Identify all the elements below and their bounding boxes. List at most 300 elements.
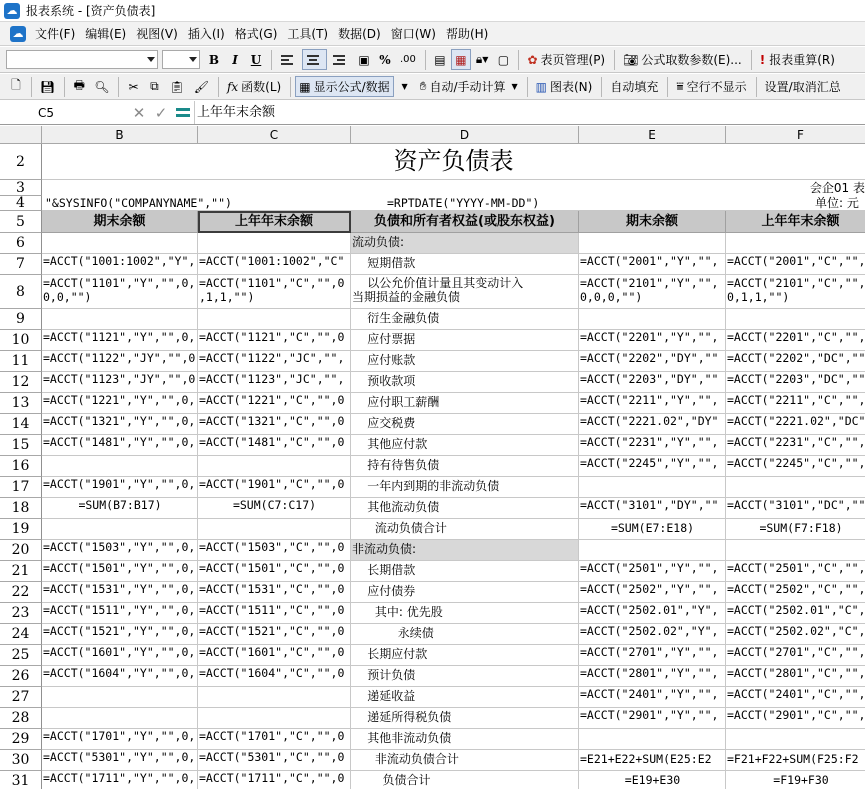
equals-icon[interactable] <box>175 107 191 119</box>
formula-cell[interactable]: =ACCT("1101","Y","",0, 0,0,"") <box>42 275 198 309</box>
formula-cell[interactable]: =E21+E22+SUM(E25:E2 <box>579 750 726 771</box>
column-title-cell[interactable]: 期末余额 <box>579 211 726 233</box>
table-row <box>0 729 865 750</box>
formula-cell[interactable]: =ACCT("2245","Y","", <box>579 456 726 477</box>
formula-cell[interactable]: =ACCT("2401","C","", <box>726 687 865 708</box>
formula-cell[interactable]: =ACCT("1701","C","",0 <box>198 729 351 750</box>
percent-button[interactable]: % <box>379 52 391 67</box>
new-file-icon: 🗋 <box>11 78 21 92</box>
formula-cell[interactable]: =ACCT("1604","C","",0 <box>198 666 351 687</box>
formula-cell[interactable]: =ACCT("2203","DY","" <box>579 372 726 393</box>
formula-cell[interactable]: =ACCT("3101","DY","" <box>579 498 726 519</box>
frame-button[interactable] <box>493 49 513 70</box>
app-cloud-icon: ☁ <box>4 3 20 19</box>
font-name-select[interactable] <box>6 50 158 69</box>
item-label-cell[interactable]: 短期借款 <box>351 254 579 275</box>
formula-cell[interactable] <box>726 729 865 750</box>
row-header[interactable]: 16 <box>0 456 42 477</box>
menu-item[interactable]: 格式(G) <box>234 26 278 41</box>
formula-cell[interactable] <box>42 519 198 540</box>
scissors-icon: ✂ <box>128 79 139 94</box>
auto-calc-button[interactable]: ✋︎ 自动/手动计算 ▼ <box>419 79 518 94</box>
chart-button[interactable]: ▥ 图表(N) <box>535 79 593 94</box>
column-header[interactable]: D <box>351 126 579 144</box>
font-size-select[interactable] <box>162 50 200 69</box>
paste-button[interactable] <box>165 76 188 97</box>
formula-cell[interactable] <box>726 309 865 330</box>
row-header[interactable]: 2 <box>0 144 42 180</box>
formula-cell[interactable]: =ACCT("2701","Y","", <box>579 645 726 666</box>
align-center-icon <box>306 53 320 67</box>
toolbar-separator <box>751 50 752 70</box>
formula-cell[interactable]: =ACCT("2801","C","", <box>726 666 865 687</box>
formula-cell[interactable]: =ACCT("1503","C","",0 <box>198 540 351 561</box>
formula-cell[interactable]: =ACCT("1711","Y","",0, <box>42 771 198 789</box>
formula-cell[interactable]: =ACCT("1321","C","",0 <box>198 414 351 435</box>
formula-cell[interactable]: =ACCT("1521","Y","",0, <box>42 624 198 645</box>
table-row <box>0 519 865 540</box>
item-label-cell[interactable]: 长期借款 <box>351 561 579 582</box>
formula-cell[interactable]: =ACCT("1511","Y","",0, <box>42 603 198 624</box>
table-row <box>0 750 865 771</box>
section-label-cell[interactable]: 非流动负债: <box>351 540 579 561</box>
formula-cell[interactable]: =ACCT("2501","Y","", <box>579 561 726 582</box>
show-formula-toggle[interactable]: ▦ 显示公式/数据 <box>295 76 393 97</box>
row-header[interactable]: 3 <box>0 180 42 196</box>
table-row <box>0 330 865 351</box>
menu-bar <box>0 22 865 46</box>
formula-cell[interactable]: =ACCT("1321","Y","",0, <box>42 414 198 435</box>
formula-cell[interactable]: =SUM(E7:E18) <box>579 519 726 540</box>
menu-item[interactable]: 数据(D) <box>338 26 381 41</box>
table-row <box>0 196 865 211</box>
section-label-cell[interactable]: 流动负债: <box>351 233 579 254</box>
row-header[interactable]: 20 <box>0 540 42 561</box>
item-label-cell[interactable]: 递延收益 <box>351 687 579 708</box>
formula-cell[interactable] <box>198 708 351 729</box>
formula-cell[interactable]: =ACCT("1122","JC","", <box>198 351 351 372</box>
formula-cell[interactable]: =ACCT("2101","C","", 0,1,1,"") <box>726 275 865 309</box>
row-header[interactable]: 26 <box>0 666 42 687</box>
formula-cell[interactable]: =ACCT("2202","DC","" <box>726 351 865 372</box>
hand-icon: ✋︎ <box>419 79 427 93</box>
table-row <box>0 687 865 708</box>
formula-cell[interactable]: =ACCT("2502","C","", <box>726 582 865 603</box>
table-row <box>0 603 865 624</box>
copy-button[interactable] <box>144 76 164 97</box>
table-row <box>0 456 865 477</box>
new-button[interactable] <box>6 76 26 97</box>
chevron-down-icon <box>147 57 155 62</box>
formula-cell[interactable]: =ACCT("2221.02","DY" <box>579 414 726 435</box>
formula-cell[interactable]: =ACCT("1101","C","",0 ,1,1,"") <box>198 275 351 309</box>
item-label-cell[interactable]: 应付账款 <box>351 351 579 372</box>
item-label-cell[interactable]: 递延所得税负债 <box>351 708 579 729</box>
table-row <box>0 645 865 666</box>
table-row <box>0 211 865 233</box>
formula-cell[interactable]: =ACCT("1481","C","",0 <box>198 435 351 456</box>
toolbar-separator <box>64 77 65 97</box>
formula-cell[interactable] <box>42 687 198 708</box>
format-toolbar <box>0 47 865 73</box>
table-row <box>0 771 865 789</box>
menu-item[interactable]: 插入(I) <box>187 26 225 41</box>
item-label-cell[interactable]: 负债合计 <box>351 771 579 789</box>
italic-button[interactable]: I <box>232 52 238 67</box>
formula-cell[interactable]: =ACCT("2502.02","Y", <box>579 624 726 645</box>
column-header[interactable]: B <box>42 126 198 144</box>
align-left-button[interactable] <box>276 49 301 70</box>
formula-cell[interactable]: =ACCT("2901","Y","", <box>579 708 726 729</box>
chevron-down-icon: ▼ <box>401 82 408 91</box>
formula-cell[interactable]: =ACCT("2203","DC","" <box>726 372 865 393</box>
item-label-cell[interactable]: 长期应付款 <box>351 645 579 666</box>
formula-cell[interactable]: =ACCT("1501","C","",0 <box>198 561 351 582</box>
row-header[interactable]: 22 <box>0 582 42 603</box>
table-row <box>0 180 865 196</box>
menu-item[interactable]: 视图(V) <box>136 26 178 41</box>
exclamation-icon: ! <box>759 52 766 67</box>
formula-cell[interactable]: =ACCT("1531","Y","",0, <box>42 582 198 603</box>
formula-cell[interactable]: =ACCT("2502.01","C", <box>726 603 865 624</box>
cell-reference[interactable]: C5 <box>38 106 55 120</box>
formula-cell[interactable]: =ACCT("2231","Y","", <box>579 435 726 456</box>
gridline-button[interactable] <box>451 49 471 70</box>
formula-cell[interactable] <box>579 729 726 750</box>
formula-cell[interactable]: =SUM(F7:F18) <box>726 519 865 540</box>
item-label-cell[interactable]: 其中: 优先股 <box>351 603 579 624</box>
form-number[interactable]: 会企01 表 <box>809 181 865 195</box>
row-header[interactable]: 25 <box>0 645 42 666</box>
column-title-cell[interactable]: 上年年末余额 <box>198 211 351 233</box>
item-label-cell[interactable]: 持有待售负债 <box>351 456 579 477</box>
column-headers <box>0 126 865 144</box>
print-button[interactable] <box>69 76 89 97</box>
table-row <box>0 144 865 180</box>
lock-button[interactable]: 🔒︎ ▼ <box>475 52 489 66</box>
standard-toolbar <box>0 74 865 100</box>
formula-cell[interactable]: =ACCT("2501","C","", <box>726 561 865 582</box>
formula-cell[interactable] <box>198 519 351 540</box>
formula-cell[interactable] <box>579 540 726 561</box>
report-date-formula[interactable]: =RPTDATE("YYYY-MM-DD") <box>351 196 579 211</box>
formula-cell[interactable]: =ACCT("1531","C","",0 <box>198 582 351 603</box>
table-row <box>0 372 865 393</box>
row-header[interactable]: 17 <box>0 477 42 498</box>
formula-table-icon: ▦ <box>299 79 311 94</box>
table-row <box>0 498 865 519</box>
merge-cells-button[interactable] <box>354 49 374 70</box>
formula-cell[interactable]: =ACCT("1122","JY","",0 <box>42 351 198 372</box>
formula-cell[interactable]: =ACCT("2201","C","", <box>726 330 865 351</box>
item-label-cell[interactable]: 应付债券 <box>351 582 579 603</box>
item-label-cell[interactable]: 应付职工薪酬 <box>351 393 579 414</box>
formula-cell[interactable]: =ACCT("2001","Y","", <box>579 254 726 275</box>
confirm-edit-icon[interactable]: ✓ <box>154 103 168 122</box>
save-button[interactable] <box>36 76 59 97</box>
toolbar-separator <box>425 50 426 70</box>
print-preview-icon: 🔍︎ <box>94 79 110 94</box>
table-row <box>0 708 865 729</box>
corner-select-all[interactable] <box>0 126 42 144</box>
toolbar-separator <box>614 50 615 70</box>
report-title[interactable]: 资产负债表 <box>42 144 865 180</box>
recalc-button[interactable]: ! 报表重算(R) <box>759 52 835 67</box>
formula-cell[interactable]: =ACCT("1604","Y","",0, <box>42 666 198 687</box>
chevron-down-icon <box>189 57 197 62</box>
decimal-button[interactable]: .00 <box>400 54 416 65</box>
unit-label[interactable]: 单位: 元 <box>579 196 865 211</box>
column-title-cell[interactable]: 负债和所有者权益(或股东权益) <box>351 211 579 233</box>
row-header[interactable]: 21 <box>0 561 42 582</box>
formula-cell[interactable]: =ACCT("1001:1002","C" <box>198 254 351 275</box>
formula-cell[interactable] <box>42 233 198 254</box>
formula-cell[interactable]: =ACCT("1601","Y","",0, <box>42 645 198 666</box>
item-label-cell[interactable]: 其他应付款 <box>351 435 579 456</box>
bold-button[interactable]: B <box>208 52 220 67</box>
formula-cell[interactable]: =F19+F30 <box>726 771 865 789</box>
formula-cell[interactable] <box>579 477 726 498</box>
row-header[interactable]: 4 <box>0 196 42 211</box>
toolbar-separator <box>667 77 668 97</box>
table-row <box>0 477 865 498</box>
row-header[interactable]: 9 <box>0 309 42 330</box>
item-label-cell[interactable]: 衍生金融负债 <box>351 309 579 330</box>
cancel-edit-icon[interactable]: ✕ <box>132 103 146 122</box>
align-right-icon <box>332 53 346 67</box>
item-label-cell[interactable]: 一年内到期的非流动负债 <box>351 477 579 498</box>
row-header[interactable]: 23 <box>0 603 42 624</box>
format-painter-button[interactable] <box>190 76 213 97</box>
table-row <box>0 666 865 687</box>
formula-input[interactable]: 上年年末余额 <box>194 101 865 124</box>
formula-cell[interactable]: =ACCT("2502","Y","", <box>579 582 726 603</box>
function-icon: fx <box>226 79 239 94</box>
table-row <box>0 414 865 435</box>
formula-cell[interactable]: =ACCT("2201","Y","", <box>579 330 726 351</box>
table-row <box>0 309 865 330</box>
formula-cell[interactable]: =ACCT("1503","Y","",0, <box>42 540 198 561</box>
row-header[interactable]: 5 <box>0 211 42 233</box>
row-header[interactable]: 8 <box>0 275 42 309</box>
formula-cell[interactable]: =ACCT("5301","C","",0 <box>198 750 351 771</box>
menu-item[interactable]: 编辑(E) <box>85 26 127 41</box>
formula-cell[interactable]: =ACCT("1901","C","",0 <box>198 477 351 498</box>
table-row <box>0 435 865 456</box>
column-title-cell[interactable]: 期末余额 <box>42 211 198 233</box>
table-row <box>0 393 865 414</box>
formula-cell[interactable]: =ACCT("2101","Y","", 0,0,0,"") <box>579 275 726 309</box>
brush-icon: 🖌︎ <box>193 79 209 94</box>
formula-cell[interactable]: =ACCT("1221","Y","",0, <box>42 393 198 414</box>
row-header[interactable]: 11 <box>0 351 42 372</box>
column-header[interactable]: E <box>579 126 726 144</box>
item-label-cell[interactable]: 应付票据 <box>351 330 579 351</box>
formula-cell[interactable]: =ACCT("2502.01","Y", <box>579 603 726 624</box>
formula-cell[interactable]: =ACCT("1711","C","",0 <box>198 771 351 789</box>
formula-cell[interactable]: =SUM(B7:B17) <box>42 498 198 519</box>
row-header[interactable]: 27 <box>0 687 42 708</box>
item-label-cell[interactable]: 以公允价值计量且其变动计入 当期损益的金融负债 <box>351 275 579 309</box>
table-row <box>0 254 865 275</box>
table-row <box>0 624 865 645</box>
row-header[interactable]: 30 <box>0 750 42 771</box>
item-label-cell[interactable]: 非流动负债合计 <box>351 750 579 771</box>
formula-cell[interactable]: =ACCT("2801","Y","", <box>579 666 726 687</box>
formula-cell[interactable] <box>42 456 198 477</box>
company-name-formula[interactable]: "&SYSINFO("COMPANYNAME","") <box>42 196 351 211</box>
spreadsheet-grid[interactable] <box>0 126 865 789</box>
camera-icon: 📷︎ <box>623 52 639 67</box>
formula-cell[interactable]: =ACCT("1121","Y","",0, <box>42 330 198 351</box>
window-title: 报表系统 - [资产负债表] <box>26 4 156 18</box>
formula-cell[interactable]: =ACCT("1123","JC","", <box>198 372 351 393</box>
formula-cell[interactable] <box>726 233 865 254</box>
formula-cell[interactable]: =ACCT("1511","C","",0 <box>198 603 351 624</box>
menu-item[interactable]: 帮助(H) <box>445 26 489 41</box>
formula-cell[interactable]: =ACCT("5301","Y","",0, <box>42 750 198 771</box>
item-label-cell[interactable]: 预计负债 <box>351 666 579 687</box>
formula-cell[interactable] <box>579 309 726 330</box>
row-header[interactable]: 29 <box>0 729 42 750</box>
lock-icon: 🔒︎ <box>475 52 483 66</box>
formula-cell[interactable] <box>579 233 726 254</box>
formula-cell[interactable]: =ACCT("2001","C","", <box>726 254 865 275</box>
formula-cell[interactable]: =ACCT("3101","DC","" <box>726 498 865 519</box>
formula-cell[interactable]: =ACCT("1521","C","",0 <box>198 624 351 645</box>
save-icon: 💾︎ <box>40 79 56 94</box>
formula-cell[interactable]: =ACCT("1601","C","",0 <box>198 645 351 666</box>
align-center-button[interactable] <box>302 49 327 70</box>
row-header[interactable]: 6 <box>0 233 42 254</box>
toolbar-separator <box>518 50 519 70</box>
underline-button[interactable]: U <box>250 52 262 67</box>
menu-item[interactable]: 工具(T) <box>287 26 329 41</box>
row-header[interactable]: 19 <box>0 519 42 540</box>
print-preview-button[interactable] <box>90 76 113 97</box>
item-label-cell[interactable]: 永续债 <box>351 624 579 645</box>
printer-icon: 🖶 <box>73 78 85 92</box>
item-label-cell[interactable]: 预收款项 <box>351 372 579 393</box>
formula-cell[interactable]: =ACCT("2211","C","", <box>726 393 865 414</box>
formula-cell[interactable]: =F21+F22+SUM(F25:F2 <box>726 750 865 771</box>
formula-cell[interactable]: =ACCT("1701","Y","",0, <box>42 729 198 750</box>
formula-cell[interactable]: =ACCT("1123","JY","",0 <box>42 372 198 393</box>
row-header[interactable]: 31 <box>0 771 42 789</box>
toolbar-separator <box>271 50 272 70</box>
formula-cell[interactable]: =ACCT("1001:1002","Y", <box>42 254 198 275</box>
row-header[interactable]: 15 <box>0 435 42 456</box>
formula-cell[interactable] <box>198 309 351 330</box>
formula-cell[interactable]: =ACCT("2401","Y","", <box>579 687 726 708</box>
toolbar-separator <box>756 77 757 97</box>
row-header[interactable]: 12 <box>0 372 42 393</box>
row-header[interactable]: 18 <box>0 498 42 519</box>
formula-cell[interactable]: =ACCT("1221","C","",0 <box>198 393 351 414</box>
formula-cell[interactable]: =SUM(C7:C17) <box>198 498 351 519</box>
toolbar-separator <box>31 77 32 97</box>
table-row <box>0 351 865 372</box>
table-row <box>0 540 865 561</box>
merge-cells-icon: ▣ <box>358 52 370 67</box>
formula-cell[interactable]: =ACCT("2202","DY","" <box>579 351 726 372</box>
function-button[interactable]: fx 函数(L) <box>226 79 282 94</box>
item-label-cell[interactable]: 应交税费 <box>351 414 579 435</box>
table-manage-button[interactable]: ✿ 表页管理(P) <box>527 52 606 67</box>
title-bar <box>0 0 865 22</box>
border-button[interactable] <box>430 49 450 70</box>
row-header[interactable]: 7 <box>0 254 42 275</box>
formula-cell[interactable]: =ACCT("2701","C","", <box>726 645 865 666</box>
formula-cell[interactable] <box>198 233 351 254</box>
chevron-down-icon: ▼ <box>511 82 518 91</box>
hide-empty-rows-button[interactable]: ⩸ 空行不显示 <box>676 79 747 94</box>
row-header[interactable]: 24 <box>0 624 42 645</box>
formula-cell[interactable]: =ACCT("1501","Y","",0, <box>42 561 198 582</box>
formula-cell[interactable]: =ACCT("2901","C","", <box>726 708 865 729</box>
table-row <box>0 233 865 254</box>
formula-cell[interactable] <box>726 540 865 561</box>
formula-cell[interactable] <box>198 456 351 477</box>
toolbar-separator <box>527 77 528 97</box>
toolbar-separator <box>601 77 602 97</box>
auto-fill-button[interactable]: 自动填充 <box>610 80 659 94</box>
toolbar-separator <box>290 77 291 97</box>
item-label-cell[interactable]: 其他流动负债 <box>351 498 579 519</box>
formula-bar <box>0 101 865 125</box>
row-header[interactable]: 10 <box>0 330 42 351</box>
formula-cell[interactable] <box>42 708 198 729</box>
table-row <box>0 561 865 582</box>
row-header[interactable]: 28 <box>0 708 42 729</box>
formula-cell[interactable]: =ACCT("2502.02","C", <box>726 624 865 645</box>
grid-icon: ▦ <box>455 52 467 67</box>
formula-cell[interactable]: =ACCT("1481","Y","",0, <box>42 435 198 456</box>
formula-cell[interactable] <box>198 687 351 708</box>
document-cloud-icon[interactable]: ☁ <box>10 26 26 42</box>
column-title-cell[interactable]: 上年年末余额 <box>726 211 865 233</box>
formula-cell[interactable] <box>42 309 198 330</box>
align-left-icon <box>280 53 294 67</box>
row-header[interactable]: 14 <box>0 414 42 435</box>
table-row <box>0 582 865 603</box>
row-header[interactable]: 13 <box>0 393 42 414</box>
formula-cell[interactable]: =E19+E30 <box>579 771 726 789</box>
menu-item[interactable]: 窗口(W) <box>390 26 436 41</box>
formula-cell[interactable]: =ACCT("1901","Y","",0, <box>42 477 198 498</box>
formula-cell[interactable]: =ACCT("2221.02","DC" <box>726 414 865 435</box>
formula-cell[interactable]: =ACCT("2245","C","", <box>726 456 865 477</box>
column-header[interactable]: F <box>726 126 865 144</box>
align-right-button[interactable] <box>328 49 353 70</box>
menu-item[interactable]: 文件(F) <box>35 26 76 41</box>
filter-check-icon: ⩸ <box>676 79 684 93</box>
summary-toggle-button[interactable]: 设置/取消汇总 <box>764 80 841 94</box>
item-label-cell[interactable]: 其他非流动负债 <box>351 729 579 750</box>
cut-button[interactable] <box>123 76 143 97</box>
formula-cell[interactable]: =ACCT("2211","Y","", <box>579 393 726 414</box>
toolbar-separator <box>218 77 219 97</box>
formula-cell[interactable] <box>726 477 865 498</box>
show-formula-dropdown[interactable] <box>395 76 415 97</box>
paste-icon: 📋︎ <box>169 79 185 94</box>
item-label-cell[interactable]: 流动负债合计 <box>351 519 579 540</box>
column-header[interactable]: C <box>198 126 351 144</box>
frame-icon: ▢ <box>497 52 510 67</box>
formula-fetch-button[interactable]: 📷︎ 公式取数参数(E)... <box>623 52 742 67</box>
formula-cell[interactable]: =ACCT("1121","C","",0 <box>198 330 351 351</box>
formula-cell[interactable]: =ACCT("2231","C","", <box>726 435 865 456</box>
